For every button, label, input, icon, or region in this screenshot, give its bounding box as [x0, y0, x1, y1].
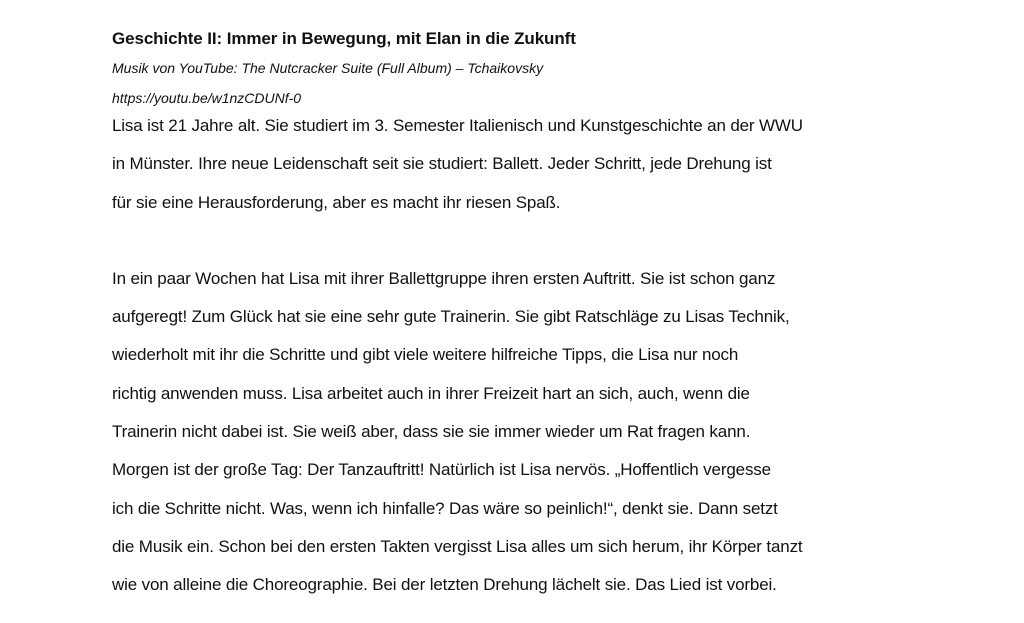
- paragraph-1: [112, 107, 912, 222]
- paragraph-line: in Münster. Ihre neue Leidenschaft seit sie studiert: Ballett. Jeder Schritt, jede Drehung ist: [112, 154, 772, 174]
- paragraph-line: die Musik ein. Schon bei den ersten Takten vergisst Lisa alles um sich herum, ihr Körper tanzt: [112, 536, 803, 556]
- paragraph-line: wiederholt mit ihr die Schritte und gibt viele weitere hilfreiche Tipps, die Lisa nur noch: [112, 345, 739, 365]
- music-credit: Musik von YouTube: The Nutcracker Suite (Full Album) – Tchaikovsky: [112, 60, 544, 76]
- paragraph-line: ich die Schritte nicht. Was, wenn ich hinfalle? Das wäre so peinlich!“, denkt sie. Dann setzt: [112, 498, 778, 518]
- paragraph-line: Morgen ist der große Tag: Der Tanzauftritt! Natürlich ist Lisa nervös. „Hoffentlich vergesse: [112, 460, 771, 480]
- paragraph-line: Trainerin nicht dabei ist. Sie weiß aber, dass sie sie immer wieder um Rat fragen kann.: [112, 422, 751, 442]
- paragraph-line: In ein paar Wochen hat Lisa mit ihrer Ballettgruppe ihren ersten Auftritt. Sie ist schon ganz: [112, 268, 776, 288]
- paragraph-line: für sie eine Herausforderung, aber es macht ihr riesen Spaß.: [112, 192, 561, 212]
- paragraph-line: Lisa ist 21 Jahre alt. Sie studiert im 3. Semester Italienisch und Kunstgeschichte an der WWU: [112, 116, 803, 135]
- paragraph-line: aufgeregt! Zum Glück hat sie eine sehr gute Trainerin. Sie gibt Ratschläge zu Lisas Technik,: [112, 307, 790, 327]
- music-link[interactable]: https://youtu.be/w1nzCDUNf-0: [112, 90, 302, 106]
- document-title: Geschichte II: Immer in Bewegung, mit Elan in die Zukunft: [112, 29, 576, 48]
- paragraph-line: richtig anwenden muss. Lisa arbeitet auch in ihrer Freizeit hart an sich, auch, wenn die: [112, 383, 750, 403]
- paragraph-line: wie von alleine die Choreographie. Bei der letzten Drehung lächelt sie. Das Lied ist vorbei.: [112, 575, 777, 595]
- document-page: [112, 22, 912, 605]
- paragraph-2: [112, 260, 912, 605]
